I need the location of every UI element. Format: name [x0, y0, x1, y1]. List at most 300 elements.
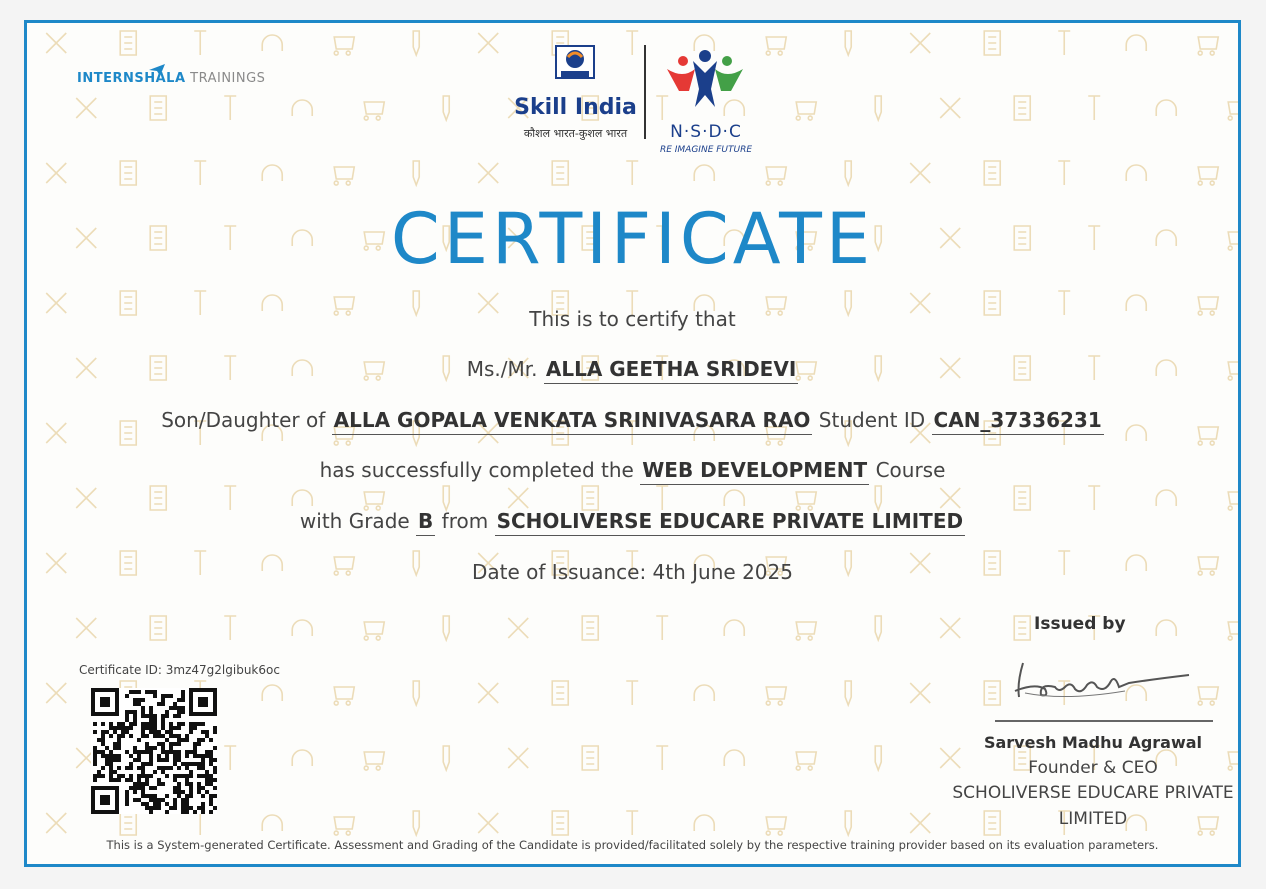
- pattern-icon: [984, 161, 1000, 185]
- qr-cell: [129, 722, 133, 726]
- qr-cell: [201, 738, 205, 742]
- qr-cell: [201, 730, 205, 734]
- qr-cell: [141, 726, 145, 730]
- qr-cell: [161, 698, 165, 702]
- pattern-icon: [478, 163, 498, 183]
- qr-cell: [149, 718, 153, 722]
- qr-cell: [201, 766, 205, 770]
- qr-cell: [173, 702, 177, 706]
- pattern-icon: [413, 811, 419, 835]
- pattern-icon: [508, 488, 528, 508]
- qr-cell: [109, 774, 113, 778]
- qr-cell: [105, 754, 109, 758]
- qr-cell: [185, 782, 189, 786]
- qr-cell: [133, 710, 137, 714]
- pattern-icon: [443, 486, 449, 510]
- pattern-icon: [334, 37, 354, 55]
- qr-cell: [177, 734, 181, 738]
- qr-cell: [93, 746, 97, 750]
- qr-cell: [177, 714, 181, 718]
- qr-cell: [177, 738, 181, 742]
- pattern-icon: [224, 746, 236, 770]
- qr-cell: [137, 786, 141, 790]
- paper-plane-icon: [149, 64, 165, 76]
- pattern-icon: [262, 35, 282, 51]
- qr-cell: [153, 746, 157, 750]
- qr-cell: [141, 770, 145, 774]
- qr-cell: [185, 774, 189, 778]
- issuer-org-line1: SCHOLIVERSE EDUCARE PRIVATE: [952, 783, 1234, 803]
- qr-cell: [133, 690, 137, 694]
- qr-cell: [201, 802, 205, 806]
- pattern-icon: [910, 33, 930, 53]
- brand-trainings: TRAININGS: [185, 71, 266, 86]
- qr-cell: [169, 746, 173, 750]
- qr-cell: [149, 726, 153, 730]
- qr-cell: [197, 738, 201, 742]
- qr-cell: [165, 730, 169, 734]
- qr-cell: [145, 774, 149, 778]
- qr-cell: [141, 722, 145, 726]
- qr-cell: [169, 726, 173, 730]
- qr-cell: [157, 806, 161, 810]
- pattern-icon: [478, 33, 498, 53]
- pattern-icon: [443, 96, 449, 120]
- qr-cell: [153, 714, 157, 718]
- pattern-icon: [364, 102, 384, 120]
- qr-cell: [197, 766, 201, 770]
- qr-cell: [129, 786, 133, 790]
- qr-cell: [213, 730, 217, 734]
- skill-india-hindi-text: कौशल भारत-कुशल भारत: [523, 127, 628, 140]
- qr-cell: [149, 794, 153, 798]
- intro-text: This is to certify that: [529, 307, 736, 331]
- pattern-icon: [694, 685, 714, 701]
- pattern-icon: [1198, 167, 1218, 185]
- grade-value: B: [416, 509, 435, 536]
- qr-cell: [125, 802, 129, 806]
- qr-cell: [185, 754, 189, 758]
- qr-cell: [145, 762, 149, 766]
- qr-cell: [149, 774, 153, 778]
- qr-cell: [153, 770, 157, 774]
- qr-cell: [161, 742, 165, 746]
- qr-cell: [113, 742, 117, 746]
- qr-cell: [129, 762, 133, 766]
- qr-cell: [133, 698, 137, 702]
- qr-cell: [101, 774, 105, 778]
- qr-cell: [193, 722, 197, 726]
- pattern-icon: [766, 687, 786, 705]
- qr-cell: [197, 742, 201, 746]
- pattern-icon: [413, 161, 419, 185]
- qr-cell: [177, 786, 181, 790]
- grade-line: [27, 509, 1238, 533]
- qr-cell: [149, 810, 153, 814]
- qr-cell: [117, 754, 121, 758]
- pattern-icon: [845, 681, 851, 705]
- qr-cell: [97, 750, 101, 754]
- qr-cell: [197, 774, 201, 778]
- qr-cell: [185, 750, 189, 754]
- qr-cell: [205, 734, 209, 738]
- pattern-icon: [582, 616, 598, 640]
- qr-cell: [189, 770, 193, 774]
- qr-cell: [165, 802, 169, 806]
- pattern-icon: [76, 488, 96, 508]
- pattern-icon: [910, 813, 930, 833]
- pattern-icon: [262, 685, 282, 701]
- qr-cell: [213, 778, 217, 782]
- qr-cell: [93, 774, 97, 778]
- issued-by-label: Issued by: [1034, 614, 1126, 634]
- qr-cell: [129, 754, 133, 758]
- qr-cell: [153, 730, 157, 734]
- qr-cell: [153, 722, 157, 726]
- qr-cell: [177, 782, 181, 786]
- qr-cell: [209, 750, 213, 754]
- qr-cell: [213, 806, 217, 810]
- qr-cell: [157, 802, 161, 806]
- qr-cell: [181, 710, 185, 714]
- pattern-icon: [626, 811, 638, 835]
- qr-cell: [177, 790, 181, 794]
- qr-cell: [149, 746, 153, 750]
- pattern-icon: [262, 165, 282, 181]
- qr-cell: [137, 690, 141, 694]
- pattern-icon: [478, 683, 498, 703]
- pattern-icon: [364, 752, 384, 770]
- qr-cell: [125, 790, 129, 794]
- qr-cell: [165, 754, 169, 758]
- qr-cell: [165, 774, 169, 778]
- qr-cell: [209, 774, 213, 778]
- nsdc-logo: [651, 45, 761, 155]
- qr-cell: [97, 738, 101, 742]
- qr-cell: [153, 806, 157, 810]
- pattern-icon: [1058, 31, 1070, 55]
- pattern-icon: [224, 486, 236, 510]
- pattern-icon: [1156, 620, 1176, 636]
- pattern-icon: [875, 486, 881, 510]
- qr-cell: [141, 766, 145, 770]
- qr-cell: [189, 774, 193, 778]
- qr-cell: [209, 802, 213, 806]
- qr-cell: [177, 774, 181, 778]
- qr-cell: [129, 690, 133, 694]
- qr-cell: [101, 722, 105, 726]
- grade-label: with Grade: [299, 509, 410, 533]
- pattern-icon: [1156, 490, 1176, 506]
- issuer-name: Sarvesh Madhu Agrawal: [983, 733, 1203, 752]
- qr-cell: [93, 758, 97, 762]
- qr-cell: [209, 794, 213, 798]
- qr-cell: [93, 762, 97, 766]
- pattern-icon: [910, 683, 930, 703]
- certificate-frame: [24, 20, 1241, 867]
- pattern-icon: [940, 98, 960, 118]
- qr-cell: [181, 722, 185, 726]
- pattern-icon: [845, 161, 851, 185]
- qr-cell: [209, 738, 213, 742]
- pattern-icon: [875, 746, 881, 770]
- qr-cell: [153, 802, 157, 806]
- qr-cell: [125, 718, 129, 722]
- pattern-icon: [1156, 100, 1176, 116]
- qr-cell: [133, 702, 137, 706]
- qr-cell: [213, 726, 217, 730]
- course-line: [27, 458, 1238, 482]
- candidate-name: ALLA GEETHA SRIDEVI: [544, 357, 798, 384]
- qr-cell: [157, 730, 161, 734]
- qr-cell: [177, 766, 181, 770]
- qr-cell: [189, 782, 193, 786]
- pattern-icon: [1228, 102, 1238, 120]
- qr-cell: [177, 754, 181, 758]
- pattern-icon: [508, 748, 528, 768]
- qr-cell: [141, 710, 145, 714]
- qr-cell: [141, 802, 145, 806]
- pattern-icon: [120, 161, 136, 185]
- qr-cell: [197, 790, 201, 794]
- qr-cell: [101, 730, 105, 734]
- qr-cell: [157, 766, 161, 770]
- qr-cell: [145, 734, 149, 738]
- qr-cell: [161, 758, 165, 762]
- qr-cell: [105, 730, 109, 734]
- qr-cell: [161, 702, 165, 706]
- qr-cell: [141, 750, 145, 754]
- pattern-icon: [656, 746, 668, 770]
- qr-cell: [201, 810, 205, 814]
- qr-cell: [109, 722, 113, 726]
- qr-cell: [101, 750, 105, 754]
- qr-cell: [117, 746, 121, 750]
- pattern-icon: [766, 167, 786, 185]
- pattern-icon: [150, 96, 166, 120]
- qr-cell: [105, 758, 109, 762]
- pattern-icon: [194, 161, 206, 185]
- pattern-icon: [46, 163, 66, 183]
- qr-cell: [145, 726, 149, 730]
- qr-cell: [169, 742, 173, 746]
- qr-cell: [153, 690, 157, 694]
- pattern-icon: [1014, 616, 1030, 640]
- qr-cell: [149, 798, 153, 802]
- pattern-icon: [443, 616, 449, 640]
- qr-cell: [153, 798, 157, 802]
- qr-cell: [121, 774, 125, 778]
- qr-cell: [153, 718, 157, 722]
- qr-cell: [177, 698, 181, 702]
- qr-cell: [137, 774, 141, 778]
- qr-cell: [109, 734, 113, 738]
- qr-cell: [93, 730, 97, 734]
- qr-cell: [117, 778, 121, 782]
- qr-cell: [177, 726, 181, 730]
- qr-cell: [189, 762, 193, 766]
- qr-cell: [173, 714, 177, 718]
- internshala-logo: [77, 67, 265, 86]
- qr-cell: [197, 806, 201, 810]
- pattern-icon: [984, 681, 1000, 705]
- qr-cell: [181, 774, 185, 778]
- pattern-icon: [1126, 165, 1146, 181]
- footer-note: This is a System-generated Certificate. Assessment and Grading of the Candidate is provided/facilitated solely by the respective training provider based on its evaluation parameters.: [106, 838, 1159, 852]
- relation-label: Son/Daughter of: [161, 408, 326, 432]
- qr-cell: [93, 750, 97, 754]
- qr-cell: [201, 774, 205, 778]
- skill-india-logo: [513, 45, 638, 145]
- qr-cell: [153, 694, 157, 698]
- pattern-icon: [150, 486, 166, 510]
- qr-cell: [165, 794, 169, 798]
- qr-cell: [137, 754, 141, 758]
- qr-cell: [189, 750, 193, 754]
- qr-cell: [173, 726, 177, 730]
- qr-cell: [133, 714, 137, 718]
- qr-cell: [153, 726, 157, 730]
- qr-cell: [133, 758, 137, 762]
- qr-cell: [125, 694, 129, 698]
- qr-cell: [137, 758, 141, 762]
- qr-cell: [177, 742, 181, 746]
- candidate-line: [27, 357, 1238, 381]
- qr-cell: [157, 734, 161, 738]
- qr-cell: [101, 766, 105, 770]
- qr-cell: [129, 710, 133, 714]
- pattern-icon: [364, 622, 384, 640]
- qr-cell: [205, 774, 209, 778]
- pattern-icon: [582, 486, 598, 510]
- salutation-label: Ms./Mr.: [466, 357, 538, 381]
- qr-cell: [125, 750, 129, 754]
- pattern-icon: [443, 746, 449, 770]
- qr-cell: [121, 722, 125, 726]
- qr-cell: [121, 726, 125, 730]
- qr-cell: [157, 782, 161, 786]
- provider-name: SCHOLIVERSE EDUCARE PRIVATE LIMITED: [495, 509, 966, 536]
- qr-cell: [109, 770, 113, 774]
- pattern-icon: [334, 817, 354, 835]
- qr-cell: [181, 810, 185, 814]
- qr-cell: [113, 726, 117, 730]
- qr-cell: [157, 742, 161, 746]
- qr-cell: [113, 770, 117, 774]
- qr-cell: [169, 750, 173, 754]
- qr-cell: [161, 714, 165, 718]
- qr-cell: [117, 722, 121, 726]
- qr-cell: [117, 738, 121, 742]
- qr-cell: [133, 718, 137, 722]
- qr-cell: [113, 730, 117, 734]
- qr-cell: [133, 798, 137, 802]
- qr-cell: [181, 806, 185, 810]
- qr-cell: [185, 798, 189, 802]
- pattern-icon: [334, 167, 354, 185]
- skill-india-emblem-icon: [554, 45, 596, 83]
- pattern-icon: [694, 815, 714, 831]
- completed-label: has successfully completed the: [319, 458, 634, 482]
- pattern-icon: [76, 618, 96, 638]
- pattern-icon: [1228, 622, 1238, 640]
- certificate-title: CERTIFICATE: [390, 198, 875, 280]
- qr-cell: [125, 730, 129, 734]
- pattern-icon: [724, 750, 744, 766]
- issuer-role: Founder & CEO: [1028, 758, 1158, 778]
- qr-cell: [133, 786, 137, 790]
- qr-code: [91, 688, 217, 814]
- qr-cell: [125, 710, 129, 714]
- qr-cell: [185, 766, 189, 770]
- signature-line: [995, 720, 1213, 722]
- qr-cell: [109, 758, 113, 762]
- logo-divider: [644, 45, 646, 139]
- qr-cell: [137, 702, 141, 706]
- qr-cell: [193, 810, 197, 814]
- qr-cell: [145, 722, 149, 726]
- qr-cell: [181, 706, 185, 710]
- qr-cell: [181, 790, 185, 794]
- qr-cell: [137, 766, 141, 770]
- qr-cell: [153, 786, 157, 790]
- qr-cell: [193, 726, 197, 730]
- qr-cell: [105, 746, 109, 750]
- qr-cell: [145, 806, 149, 810]
- qr-cell: [201, 722, 205, 726]
- qr-cell: [149, 714, 153, 718]
- qr-cell: [177, 710, 181, 714]
- qr-cell: [173, 762, 177, 766]
- qr-cell: [149, 706, 153, 710]
- qr-cell: [117, 726, 121, 730]
- qr-cell: [161, 782, 165, 786]
- qr-cell: [141, 734, 145, 738]
- qr-cell: [141, 698, 145, 702]
- qr-cell: [165, 750, 169, 754]
- qr-cell: [109, 766, 113, 770]
- qr-cell: [157, 702, 161, 706]
- qr-cell: [213, 746, 217, 750]
- qr-cell: [173, 786, 177, 790]
- qr-cell: [93, 778, 97, 782]
- qr-cell: [121, 734, 125, 738]
- qr-cell: [109, 726, 113, 730]
- qr-cell: [169, 722, 173, 726]
- qr-cell: [165, 766, 169, 770]
- qr-cell: [149, 758, 153, 762]
- qr-cell: [189, 786, 193, 790]
- qr-cell: [213, 766, 217, 770]
- qr-cell: [149, 710, 153, 714]
- qr-cell: [205, 778, 209, 782]
- pattern-icon: [626, 681, 638, 705]
- qr-cell: [157, 758, 161, 762]
- qr-cell: [185, 806, 189, 810]
- qr-cell: [173, 758, 177, 762]
- qr-cell: [141, 782, 145, 786]
- qr-cell: [161, 750, 165, 754]
- pattern-icon: [582, 746, 598, 770]
- pattern-icon: [194, 811, 206, 835]
- qr-cell: [189, 806, 193, 810]
- qr-cell: [117, 774, 121, 778]
- qr-cell: [145, 802, 149, 806]
- qr-cell: [161, 746, 165, 750]
- qr-cell: [197, 782, 201, 786]
- brand-internshala: INTERNSHALA: [77, 71, 186, 86]
- qr-cell: [169, 734, 173, 738]
